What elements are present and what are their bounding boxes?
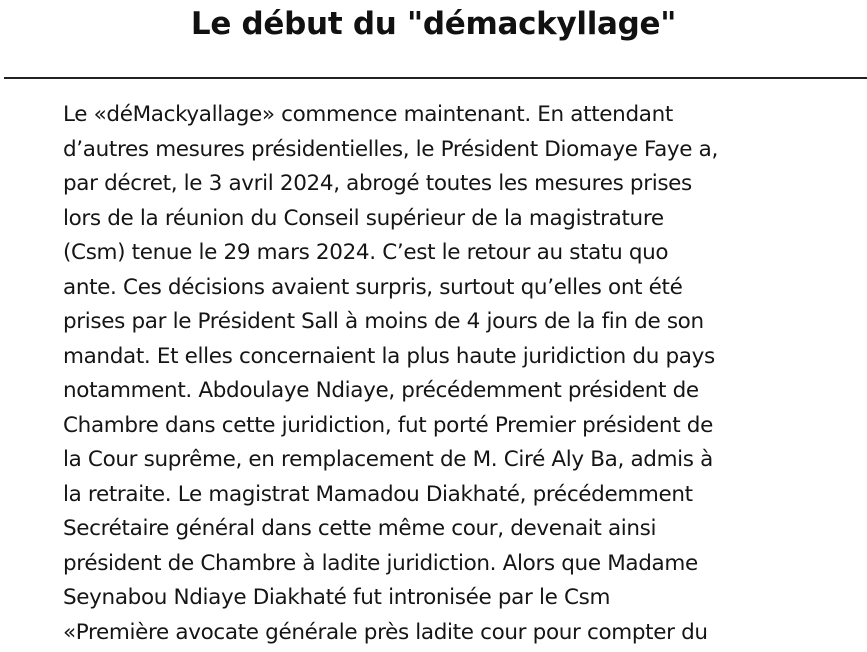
body-line: président de Chambre à ladite juridiction. Alors que Madame bbox=[63, 550, 698, 576]
body-line: (Csm) tenue le 29 mars 2024. C’est le retour au statu quo bbox=[63, 240, 669, 265]
headline-divider bbox=[4, 77, 867, 79]
body-line: la retraite. Le magistrat Mamadou Diakhaté, précédemment bbox=[63, 481, 693, 507]
body-line: ante. Ces décisions avaient surpris, surtout qu’elles ont été bbox=[63, 274, 683, 300]
body-line: prises par le Président Sall à moins de 4 jours de la fin de son bbox=[63, 309, 704, 334]
body-line: «Première avocate générale près ladite cour pour compter du bbox=[63, 619, 708, 645]
body-line: par décret, le 3 avril 2024, abrogé toutes les mesures prises bbox=[63, 171, 692, 196]
body-line: mandat. Et elles concernaient la plus haute juridiction du pays bbox=[63, 343, 715, 369]
article-headline: Le début du "démackyllage" bbox=[190, 6, 677, 42]
article-body bbox=[63, 98, 843, 650]
body-line: notamment. Abdoulaye Ndiaye, précédemment président de bbox=[63, 378, 699, 403]
body-line: Seynabou Ndiaye Diakhaté fut intronisée par le Csm bbox=[63, 585, 611, 610]
body-line: d’autres mesures présidentielles, le Président Diomaye Faye a, bbox=[63, 136, 718, 162]
body-line: Secrétaire général dans cette même cour, devenait ainsi bbox=[63, 516, 657, 541]
body-line: Chambre dans cette juridiction, fut porté Premier président de bbox=[63, 412, 713, 438]
body-line: Le «déMackyallage» commence maintenant. En attendant bbox=[63, 102, 673, 127]
body-line: la Cour suprême, en remplacement de M. Ciré Aly Ba, admis à bbox=[63, 447, 713, 472]
body-line: lors de la réunion du Conseil supérieur de la magistrature bbox=[63, 205, 664, 231]
